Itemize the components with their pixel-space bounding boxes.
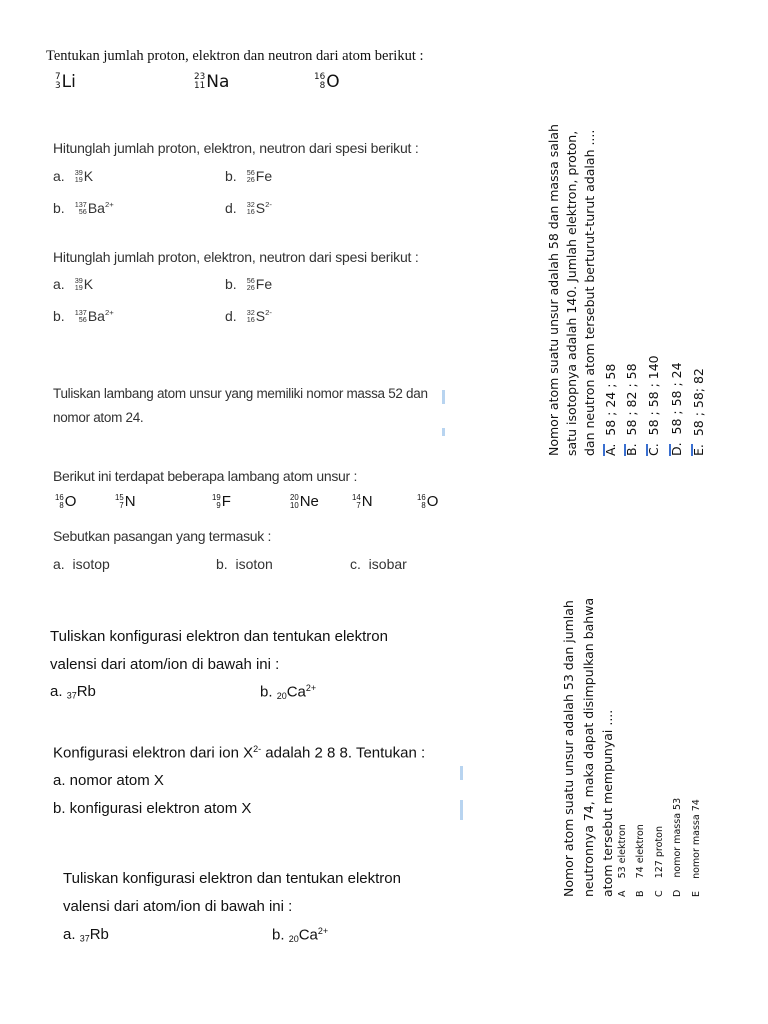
isotop-title: Berikut ini terdapat beberapa lambang atom unsur :: [53, 468, 358, 484]
ionx-b: b. konfigurasi elektron atom X: [53, 800, 252, 817]
lambang-line2: nomor atom 24.: [53, 410, 144, 425]
atom-ne-20: 20 10 Ne: [290, 493, 319, 511]
atom-na: 23 11 Na: [194, 71, 230, 92]
atom-o: 16 8 O: [314, 71, 340, 92]
block1-item-d: d. 32 16 S 2-: [225, 199, 272, 217]
block1-item-c: b. 137 56 Ba 2+: [53, 199, 114, 217]
block2-item-c: b. 137 56 Ba 2+: [53, 307, 114, 325]
atom-o-16: 16 8 O: [55, 493, 77, 511]
atom-n-14: 14 7 N: [352, 493, 373, 511]
vq2-opt-e: E nomor massa 74: [691, 799, 702, 897]
vq1-line3: dan neutron atom tersebut berturut-turut adalah ....: [582, 129, 597, 456]
vq2-opt-a: A 53 elektron: [617, 824, 628, 897]
vq1-opt-c: C. 58 ; 58 ; 140: [646, 355, 661, 456]
vq2-opt-b: B 74 elektron: [635, 824, 646, 897]
block2-item-d: d. 32 16 S 2-: [225, 307, 272, 325]
konfig2-line2: valensi dari atom/ion di bawah ini :: [63, 898, 293, 915]
ionx-line1: Konfigurasi elektron dari ion $X^{2-}$ adalah 2 8 8. Tentukan :: [53, 744, 426, 762]
konfig2-a: a. $_{37}$Rb: [63, 926, 109, 944]
ionx-a: a. nomor atom X: [53, 772, 164, 789]
vq1-opt-e: E. 58 ; 58; 82: [691, 368, 706, 456]
konfig1-line2: valensi dari atom/ion di bawah ini :: [50, 656, 280, 673]
konfig2-b: b. $_{20}Ca^{2+}$: [272, 926, 329, 945]
lambang-line1: Tuliskan lambang atom unsur yang memiliki nomor massa 52 dan: [53, 386, 428, 401]
atom-li: 7 3 Li: [55, 71, 76, 92]
konfig1-line1: Tuliskan konfigurasi elektron dan tentukan elektron: [50, 628, 388, 645]
vq2-line3: atom tersebut mempunyai ....: [600, 709, 615, 897]
block2-title: Hitunglah jumlah proton, elektron, neutron dari spesi berikut :: [53, 249, 419, 265]
atom-o-16b: 16 8 O: [417, 493, 439, 511]
vq2-line2: neutronnya 74, maka dapat disimpulkan bahwa: [581, 597, 596, 897]
vq2-opt-c: C 127 proton: [654, 826, 665, 897]
vq1-line1: Nomor atom suatu unsur adalah 58 dan massa salah: [546, 124, 561, 456]
konfig1-b: b. $_{20}Ca^{2+}$: [260, 683, 317, 702]
atom-f-19: 19 9 F: [212, 493, 231, 511]
isotop-opt-b: b. isoton: [216, 556, 273, 572]
block2-item-a: a. 39 19 K: [53, 275, 94, 293]
vq2-opt-d: D nomor massa 53: [672, 797, 683, 897]
konfig1-a: a. $_{37}$Rb: [50, 683, 96, 701]
block1-item-b: b. 56 26 Fe: [225, 167, 273, 185]
block2-item-b: b. 56 26 Fe: [225, 275, 273, 293]
isotop-question: Sebutkan pasangan yang termasuk :: [53, 528, 272, 544]
isotop-opt-a: a. isotop: [53, 556, 110, 572]
block1-title: Hitunglah jumlah proton, elektron, neutron dari spesi berikut :: [53, 140, 419, 156]
vq1-line2: satu isotopnya adalah 140. Jumlah elektron, proton,: [564, 130, 579, 456]
isotop-opt-c: c. isobar: [350, 556, 407, 572]
vq2-line1: Nomor atom suatu unsur adalah 53 dan jumlah: [561, 600, 576, 897]
block1-item-a: a. 39 19 K: [53, 167, 94, 185]
konfig2-line1: Tuliskan konfigurasi elektron dan tentukan elektron: [63, 870, 401, 887]
atom-n-15: 15 7 N: [115, 493, 136, 511]
intro-text: Tentukan jumlah proton, elektron dan neutron dari atom berikut :: [46, 48, 424, 64]
vq1-opt-b: B. 58 ; 82 ; 58: [624, 363, 639, 456]
vq1-opt-a: A. 58 ; 24 ; 58: [603, 363, 618, 456]
vq1-opt-d: D. 58 ; 58 ; 24: [669, 362, 684, 456]
